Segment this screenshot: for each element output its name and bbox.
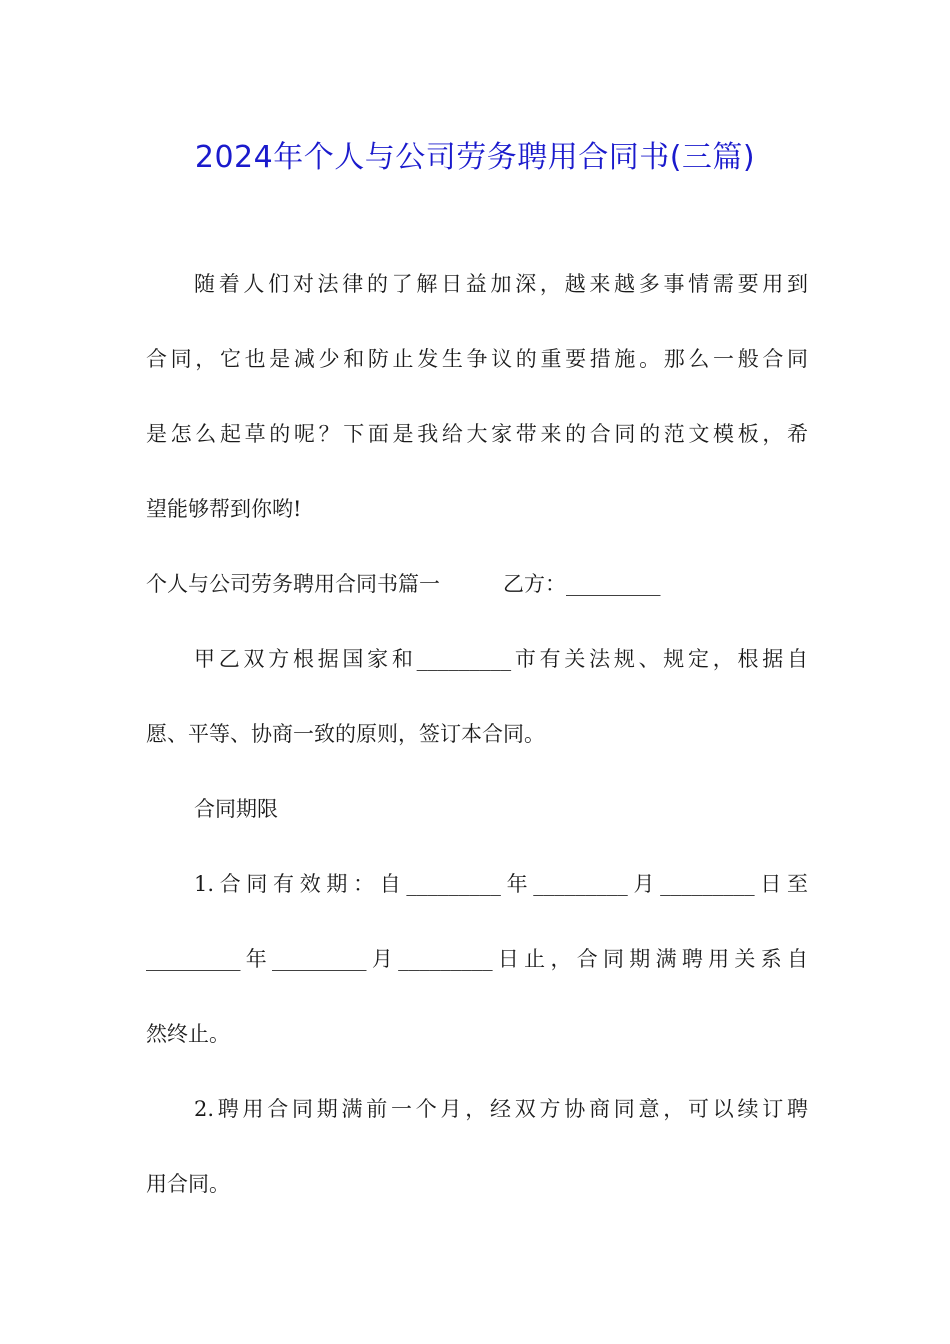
paragraph-line: 合同，它也是减少和防止发生争议的重要措施。那么一般合同 (146, 347, 808, 371)
paragraph-line: 望能够帮到你哟! (146, 497, 302, 521)
section-heading: 个人与公司劳务聘用合同书篇一 乙方：_________ (146, 572, 661, 596)
paragraph-line: 随着人们对法律的了解日益加深，越来越多事情需要用到 (194, 272, 808, 296)
paragraph-line: 甲乙双方根据国家和_________市有关法规、规定，根据自 (194, 647, 808, 671)
clause-heading: 合同期限 (194, 797, 278, 821)
paragraph-line: 1.合同有效期：自_________年_________月_________日至 (194, 872, 808, 896)
paragraph-line: 愿、平等、协商一致的原则，签订本合同。 (146, 722, 545, 746)
paragraph-line: 用合同。 (146, 1172, 230, 1196)
paragraph-line: 2.聘用合同期满前一个月，经双方协商同意，可以续订聘 (194, 1097, 808, 1121)
paragraph-line: _________年_________月_________日止，合同期满聘用关系自 (146, 947, 808, 971)
document-title: 2024年个人与公司劳务聘用合同书(三篇) (194, 140, 756, 175)
paragraph-line: 然终止。 (146, 1022, 230, 1046)
paragraph-line: 是怎么起草的呢？下面是我给大家带来的合同的范文模板，希 (146, 422, 808, 446)
